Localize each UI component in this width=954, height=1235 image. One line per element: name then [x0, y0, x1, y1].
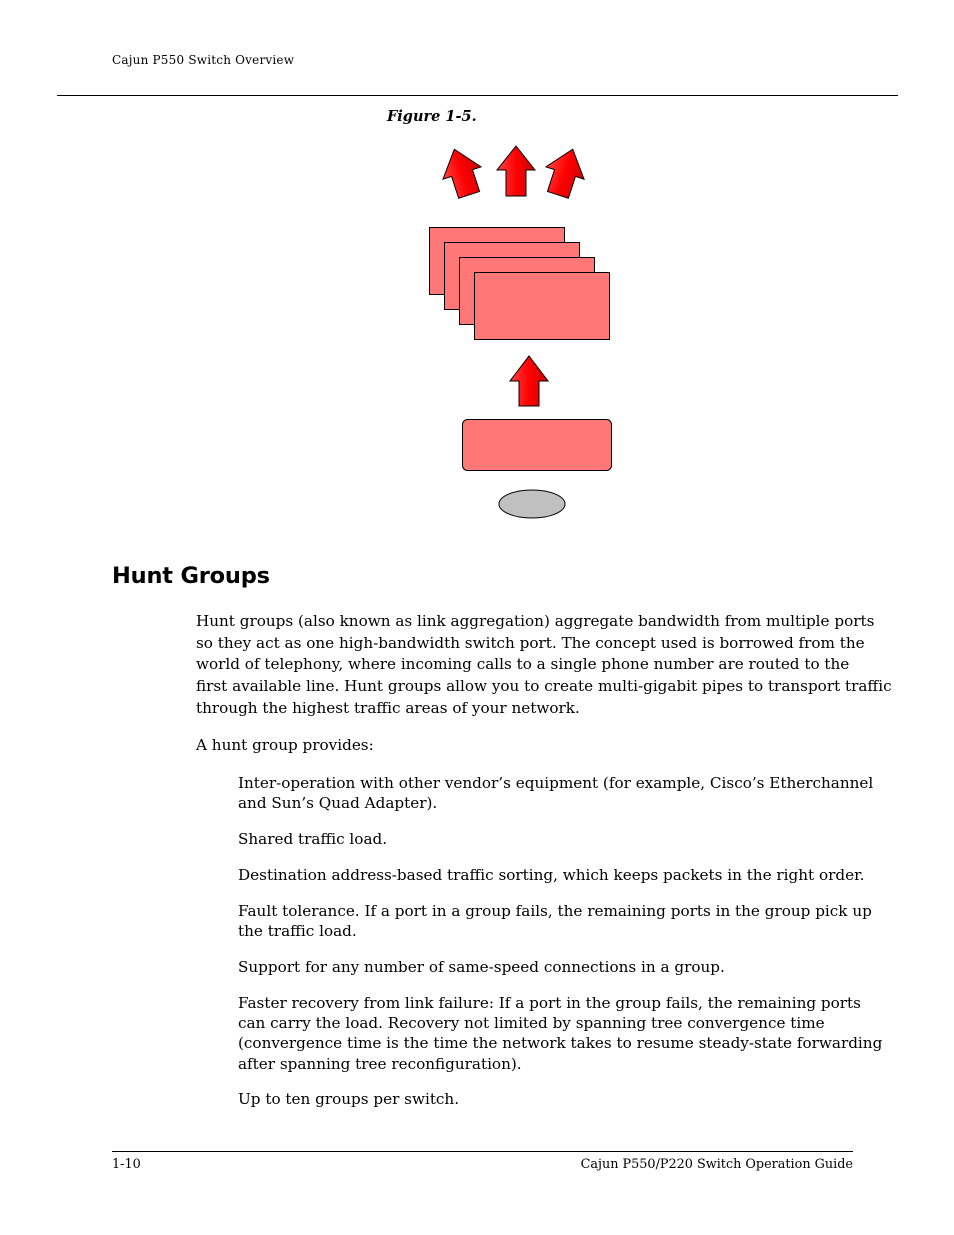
list-intro: A hunt group provides: [196, 736, 374, 754]
paragraph-line: through the highest traffic areas of your network. [196, 698, 580, 717]
list-item-line: can carry the load. Recovery not limited by spanning tree convergence time [238, 1014, 825, 1033]
list-item-line: Destination address-based traffic sorting, which keeps packets in the right order. [238, 866, 865, 884]
list-item-line: Support for any number of same-speed connections in a group. [238, 958, 725, 976]
list-item-line: Inter-operation with other vendor’s equipment (for example, Cisco’s Etherchannel [238, 774, 874, 792]
list-item-line: Fault tolerance. If a port in a group fails, the remaining ports in the group pick up [238, 902, 872, 920]
arrow-up-center-icon [497, 146, 535, 196]
list-item [238, 773, 878, 813]
paragraph-line: Hunt groups (also known as link aggregation) aggregate bandwidth from multiple ports [196, 612, 875, 630]
list-item-line: after spanning tree reconfiguration). [238, 1054, 522, 1073]
list-item-line: the traffic load. [238, 922, 357, 941]
list-item-line: Faster recovery from link failure: If a port in the group fails, the remaining ports [238, 994, 861, 1012]
list-item-line: (convergence time is the time the network takes to resume steady-state forwarding [238, 1034, 883, 1053]
list-item [238, 1089, 878, 1109]
footer-guide-title: Cajun P550/P220 Switch Operation Guide [580, 1157, 853, 1172]
list-item [238, 993, 883, 1074]
paragraph-line: world of telephony, where incoming calls to a single phone number are routed to the [196, 655, 850, 674]
list-item [238, 957, 878, 977]
list-item-line: Shared traffic load. [238, 830, 388, 848]
port-box-4 [475, 273, 610, 340]
arrow-up-middle-icon [510, 356, 548, 406]
hunt-group-figure [420, 140, 630, 525]
arrow-up-right-icon [539, 143, 592, 201]
list-item-line: Up to ten groups per switch. [238, 1090, 460, 1108]
running-header: Cajun P550 Switch Overview [112, 53, 295, 67]
list-item [238, 901, 878, 941]
paragraph-line: so they act as one high-bandwidth switch port. The concept used is borrowed from the [196, 633, 865, 652]
page-number: 1-10 [112, 1157, 141, 1172]
switch-box [463, 420, 612, 471]
list-item [238, 829, 878, 849]
list-item [238, 865, 878, 885]
figure-caption: Figure 1-5. [387, 108, 477, 125]
header-rule [57, 95, 898, 96]
arrow-up-left-icon [435, 143, 488, 201]
hunt-groups-paragraph [196, 611, 892, 720]
footer-rule [112, 1151, 853, 1152]
source-oval [499, 490, 565, 518]
paragraph-line: first available line. Hunt groups allow you to create multi-gigabit pipes to transport traffic [196, 677, 892, 696]
section-heading: Hunt Groups [112, 563, 270, 589]
list-item-line: and Sun’s Quad Adapter). [238, 794, 438, 813]
